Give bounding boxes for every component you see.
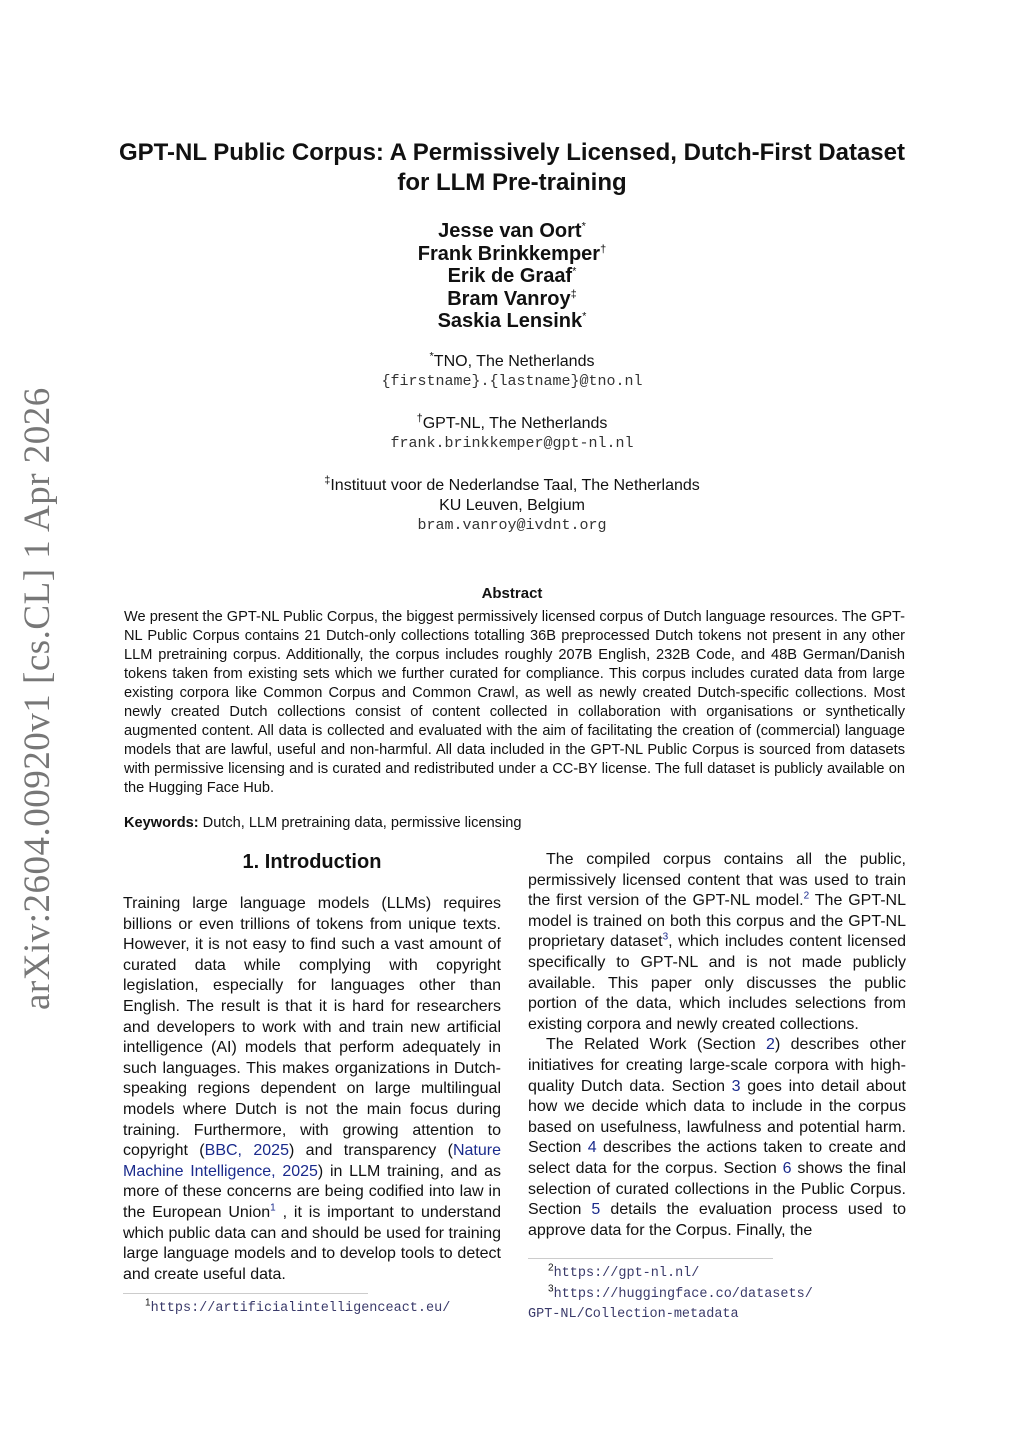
intro-paragraph: The Related Work (Section 2) describes other initiatives for creating large-scale corpora with high-quality Dutch data. Section 3 goes into detail about how we decide which data to include in the corpus based on usefulness, lawfulness and potential harm. Section 4 describes the actions taken to create and select data for the corpus. Section 6 shows the final selection of curated collections in the Public Corpus. Section 5 details the evaluation process used to approve data for the Corpus. Finally, the — [528, 1036, 907, 1239]
keywords: Keywords: Dutch, LLM pretraining data, permissive licensing — [124, 815, 522, 831]
intro-paragraph: The compiled corpus contains all the public, permissively licensed content that was used to train the first version of the GPT-NL model.$^2$ The GPT-NL model is trained on both this corpus and the GPT-NL proprietary dataset$^3$, which includes content licensed specifically to GPT-NL and is not made publicly available. This paper only discusses the public portion of the data, which includes selections from existing corpora and newly created collections. — [528, 851, 906, 1033]
email[interactable]: frank.brinkkemper@gpt-nl.nl — [390, 435, 634, 452]
author-name: Saskia Lensink* — [437, 310, 587, 332]
footnote-link[interactable]: https://huggingface.co/datasets/ — [553, 1287, 813, 1302]
footnote-link[interactable]: GPT-NL/Collection-metadata — [528, 1307, 739, 1322]
section-heading: 1. Introduction — [242, 851, 382, 873]
footnote-link[interactable]: https://gpt-nl.nl/ — [553, 1266, 700, 1281]
left-column — [123, 850, 501, 1285]
footnote-1: $^1$https://artificialintelligenceact.eu/ — [145, 1297, 451, 1316]
section-ref[interactable]: 2 — [766, 1036, 775, 1054]
paper-title: GPT-NL Public Corpus: A Permissively Licensed, Dutch-First Dataset for LLM Pre-training — [119, 139, 905, 196]
footnote-ref[interactable]: 1 — [270, 1202, 276, 1214]
citation-link[interactable]: Nature Machine Intelligence, 2025 — [123, 1142, 501, 1180]
section-ref[interactable]: 6 — [782, 1159, 792, 1177]
author-name: Erik de Graaf* — [447, 265, 577, 287]
right-column — [528, 850, 906, 1241]
author-name: Frank Brinkkemper† — [417, 242, 607, 265]
intro-paragraph: Training large language models (LLMs) requires billions or even trillions of tokens from unique texts. However, it is not easy to find such a vast amount of curated data while complying with copyright legislation, especially for languages other than English. The result is that it is hard for researchers and developers to work with and train new artificial intelligence (AI) models that perform adequately in such languages. This makes organizations in Dutch-speaking regions dependent on large multilingual models where Dutch is not the main focus during training. Furthermore, with growing attention to copyright (BBC, 2025) and transparency (Nature Machine Intelligence, 2025) in LLM training, and as more of these concerns are being codified into law in the European Union$^1$ , it is important to understand which public data can and should be used for training large language models and to develop tools to detect and create useful data. — [123, 895, 502, 1283]
footnote-link[interactable]: https://artificialintelligenceact.eu/ — [150, 1301, 451, 1316]
footnote-ref[interactable]: 3 — [662, 932, 669, 944]
footnote-rule — [528, 1258, 773, 1259]
author-name: Jesse van Oort* — [438, 220, 586, 242]
author-list — [0, 220, 1024, 333]
footnote-rule — [123, 1293, 368, 1294]
author-name: Bram Vanroy‡ — [447, 287, 577, 310]
email[interactable]: {firstname}.{lastname}@tno.nl — [381, 373, 643, 390]
abstract-text: We present the GPT-NL Public Corpus, the biggest permissively licensed corpus of Dutch language resources. The GPT-NL Public Corpus contains 21 Dutch-only collections totalling 36B preprocessed Dutch tokens not present in any other LLM pretraining corpus. Additionally, the corpus includes roughly 207B English, 232B Code, and 48B German/Danish tokens taken from existing sets which we further curated for compliance. This corpus includes curated data from large existing corpora like Common Corpus and Common Crawl, as well as newly created Dutch-specific collections. Most newly created Dutch collections consist of content collected in collaboration with organisations or synthetically augmented content. All data is collected and evaluated with the aim of facilitating the creation of (commercial) language models that are lawful, useful and non-harmful. All data included in the GPT-NL Public Corpus is sourced from datasets with permissive licensing and is curated and redistributed under a CC-BY license. The full dataset is publicly available on the Hugging Face Hub. — [124, 609, 905, 796]
citation-link[interactable]: BBC, 2025 — [204, 1142, 289, 1160]
footnote-2: $^2$https://gpt-nl.nl/ — [548, 1262, 700, 1281]
footnote-3-cont — [528, 1303, 739, 1324]
arxiv-side-label: arXiv:2604.00920v1 [cs.CL] 1 Apr 2026 — [17, 387, 58, 1010]
footnote-ref[interactable]: 2 — [803, 890, 810, 902]
affiliation-ivdnt: ‡Instituut voor de Nederlandse Taal, The Netherlands KU Leuven, Belgium bram.vanroy@ivdnt.org — [0, 476, 1024, 536]
affiliation-tno: *TNO, The Netherlands {firstname}.{lastname}@tno.nl — [0, 352, 1024, 392]
footnote-3: $^3$https://huggingface.co/datasets/ — [548, 1283, 813, 1302]
affiliation-gptnl: †GPT-NL, The Netherlands frank.brinkkemper@gpt-nl.nl — [0, 414, 1024, 454]
section-ref[interactable]: 3 — [731, 1077, 741, 1095]
section-ref[interactable]: 4 — [587, 1139, 597, 1157]
abstract-heading: Abstract — [481, 585, 543, 602]
section-ref[interactable]: 5 — [591, 1201, 601, 1219]
email[interactable]: bram.vanroy@ivdnt.org — [417, 517, 607, 534]
